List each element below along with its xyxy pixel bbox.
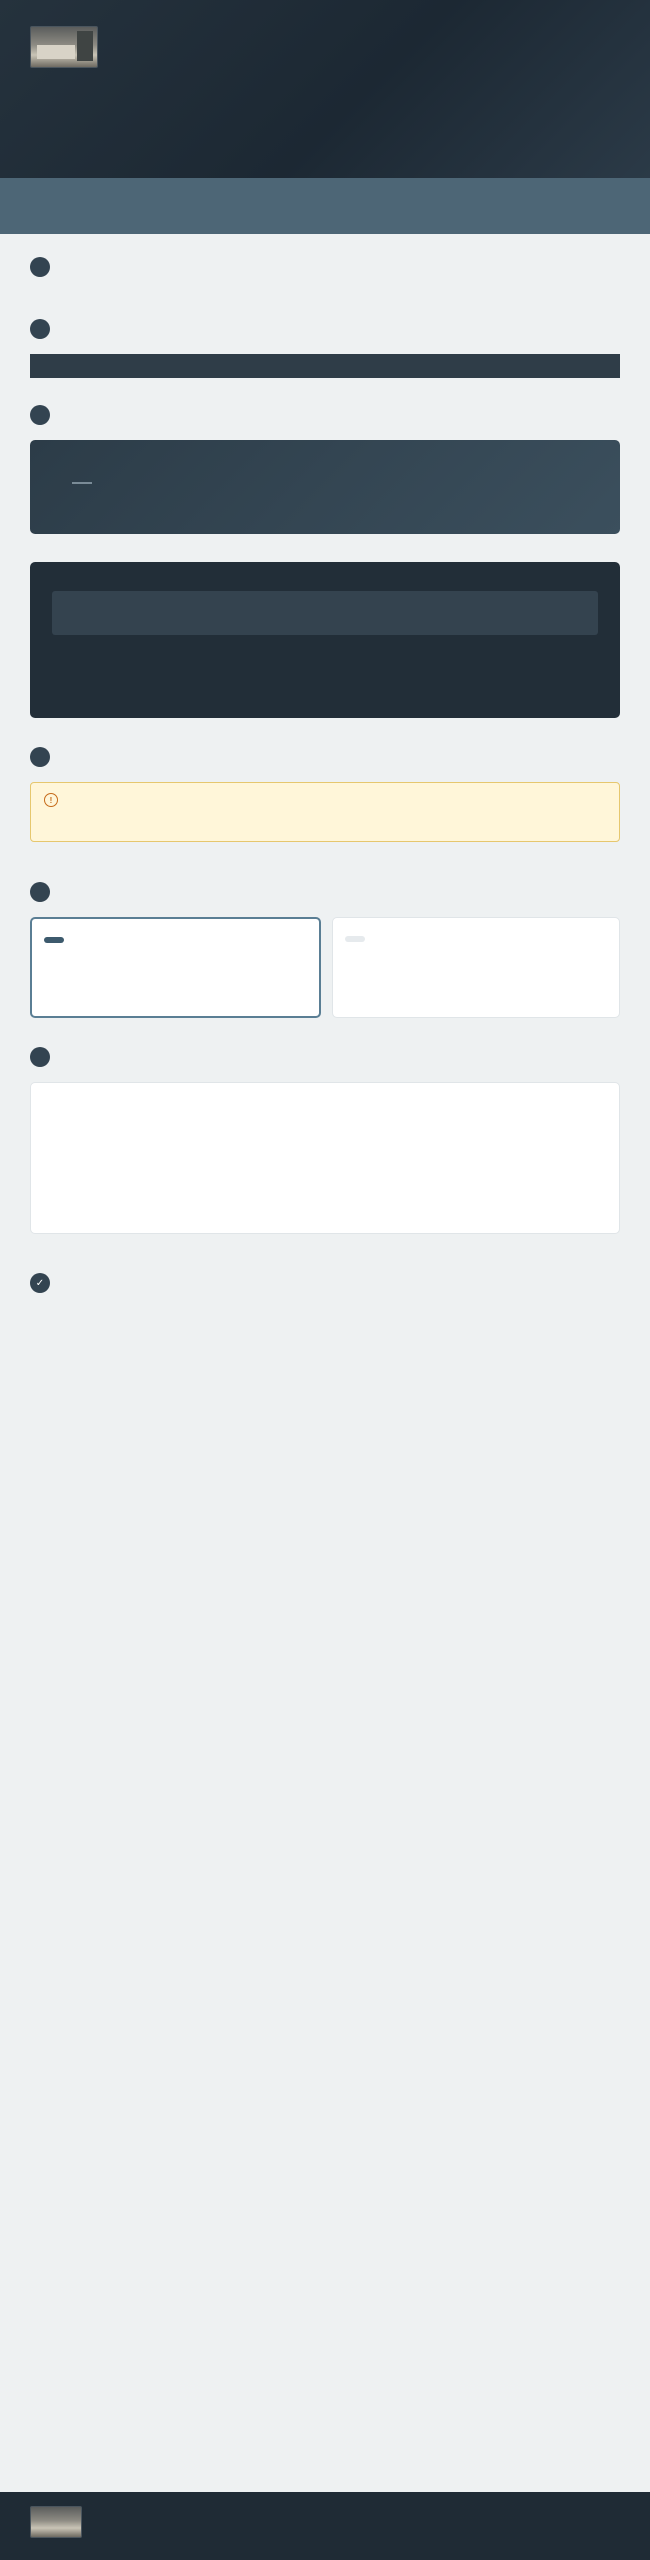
logo-image bbox=[30, 26, 98, 68]
respray-tag bbox=[44, 937, 64, 943]
colour-panel bbox=[30, 1082, 620, 1234]
section-takeaways bbox=[0, 1272, 650, 1294]
section-colours bbox=[0, 1046, 650, 1246]
section-heading bbox=[30, 1272, 620, 1294]
hero bbox=[0, 0, 650, 178]
section-number bbox=[30, 747, 50, 767]
comparison-table bbox=[30, 354, 620, 378]
section-number bbox=[30, 882, 50, 902]
section-why-oak bbox=[0, 256, 650, 292]
section-number bbox=[30, 257, 50, 277]
column-header-replacement bbox=[423, 354, 620, 378]
column-header-factor bbox=[30, 354, 227, 378]
section-comparison bbox=[0, 318, 650, 378]
section-heading bbox=[30, 404, 620, 426]
column-header-respray bbox=[227, 354, 424, 378]
section-number bbox=[30, 1047, 50, 1067]
section-heading bbox=[30, 1046, 620, 1068]
saving-panel bbox=[30, 562, 620, 718]
section-technical bbox=[0, 746, 650, 855]
intro-banner bbox=[0, 178, 650, 234]
footer-logo-image bbox=[30, 2506, 82, 2538]
respray-benefits-card bbox=[30, 917, 321, 1018]
range-dash bbox=[72, 482, 92, 484]
price-range-panel bbox=[30, 440, 620, 534]
section-heading bbox=[30, 881, 620, 903]
saving-callout bbox=[52, 591, 598, 635]
check-icon: ✓ bbox=[30, 1273, 50, 1293]
section-cost-drivers bbox=[0, 404, 650, 718]
specialist-warning bbox=[30, 782, 620, 842]
handpaint-drawbacks-card bbox=[332, 917, 621, 1018]
section-heading bbox=[30, 318, 620, 340]
warning-icon: ! bbox=[44, 793, 58, 807]
section-heading bbox=[30, 746, 620, 768]
section-quality-gap bbox=[0, 881, 650, 1018]
section-number bbox=[30, 405, 50, 425]
footer bbox=[0, 2492, 650, 2560]
handpaint-tag bbox=[345, 936, 365, 942]
section-number bbox=[30, 319, 50, 339]
section-heading bbox=[30, 256, 620, 278]
